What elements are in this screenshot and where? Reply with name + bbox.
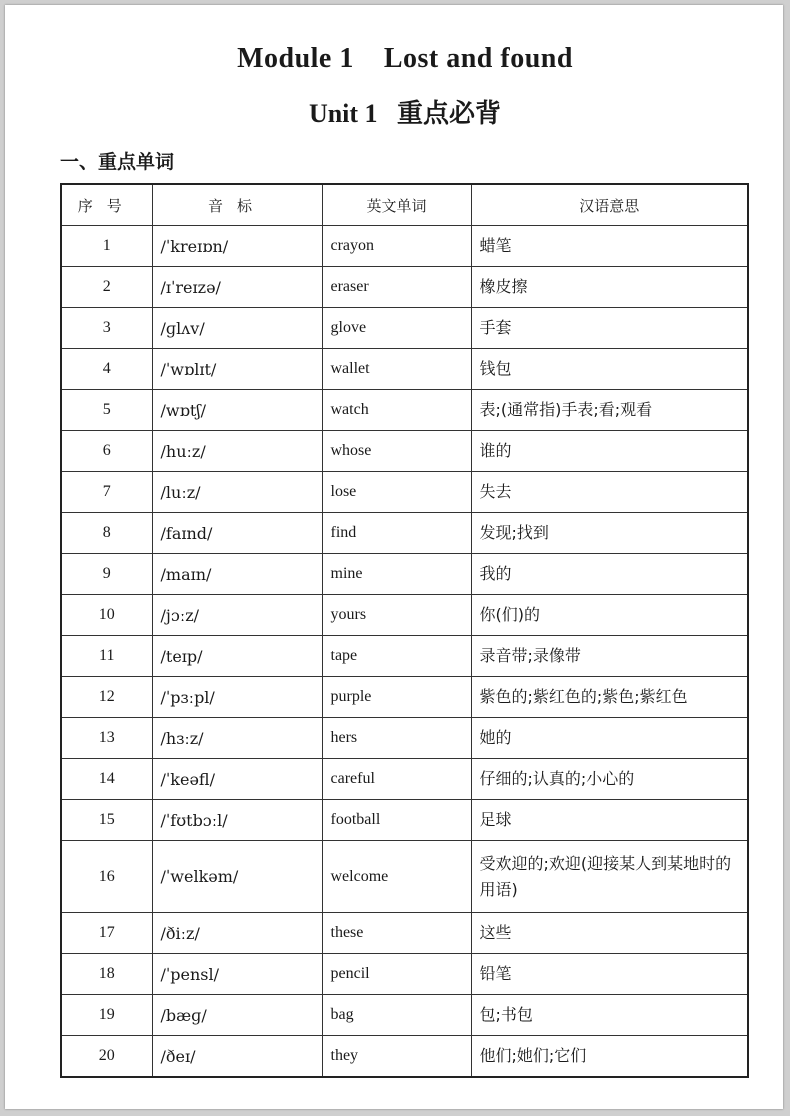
table-row [61, 554, 748, 595]
chinese-meaning: 足球 [471, 800, 748, 841]
table-row [61, 472, 748, 513]
phonetic-transcription: /teɪp/ [152, 636, 322, 677]
phonetic-transcription: /luːz/ [152, 472, 322, 513]
chinese-meaning: 表;(通常指)手表;看;观看 [471, 390, 748, 431]
table-row [61, 1036, 748, 1078]
chinese-meaning: 铅笔 [471, 954, 748, 995]
phonetic-transcription: /ˈpɜːpl/ [152, 677, 322, 718]
phonetic-transcription: /bæɡ/ [152, 995, 322, 1036]
chinese-meaning: 发现;找到 [471, 513, 748, 554]
phonetic-transcription: /hɜːz/ [152, 718, 322, 759]
row-number: 3 [61, 308, 152, 349]
english-word: find [322, 513, 471, 554]
phonetic-transcription: /wɒtʃ/ [152, 390, 322, 431]
english-word: whose [322, 431, 471, 472]
table-row [61, 677, 748, 718]
phonetic-transcription: /ˈwɒlɪt/ [152, 349, 322, 390]
table-row [61, 308, 748, 349]
chinese-meaning: 仔细的;认真的;小心的 [471, 759, 748, 800]
chinese-meaning: 她的 [471, 718, 748, 759]
table-row [61, 390, 748, 431]
table-row [61, 954, 748, 995]
phonetic-transcription: /maɪn/ [152, 554, 322, 595]
phonetic-transcription: /ˈwelkəm/ [152, 841, 322, 913]
row-number: 6 [61, 431, 152, 472]
row-number: 17 [61, 913, 152, 954]
phonetic-transcription: /ɡlʌv/ [152, 308, 322, 349]
table-row [61, 595, 748, 636]
english-word: purple [322, 677, 471, 718]
english-word: yours [322, 595, 471, 636]
chinese-meaning: 这些 [471, 913, 748, 954]
phonetic-transcription: /faɪnd/ [152, 513, 322, 554]
vocabulary-table-body [61, 226, 748, 1078]
english-word: mine [322, 554, 471, 595]
phonetic-transcription: /ˈpensl/ [152, 954, 322, 995]
phonetic-transcription: /ɪˈreɪzə/ [152, 267, 322, 308]
table-row [61, 841, 748, 913]
row-number: 12 [61, 677, 152, 718]
table-row [61, 800, 748, 841]
phonetic-transcription: /ðeɪ/ [152, 1036, 322, 1078]
vocabulary-table [60, 183, 749, 1078]
table-row [61, 349, 748, 390]
page [5, 5, 783, 1109]
column-header-number: 序号 [61, 184, 152, 226]
table-row [61, 718, 748, 759]
phonetic-transcription: /ðiːz/ [152, 913, 322, 954]
row-number: 20 [61, 1036, 152, 1078]
row-number: 15 [61, 800, 152, 841]
row-number: 7 [61, 472, 152, 513]
row-number: 10 [61, 595, 152, 636]
row-number: 2 [61, 267, 152, 308]
table-row [61, 759, 748, 800]
page-title: Module 1 Lost and found [237, 43, 573, 74]
chinese-meaning: 包;书包 [471, 995, 748, 1036]
row-number: 19 [61, 995, 152, 1036]
chinese-meaning: 橡皮擦 [471, 267, 748, 308]
phonetic-transcription: /jɔːz/ [152, 595, 322, 636]
table-row [61, 267, 748, 308]
table-header-row [61, 184, 748, 226]
phonetic-transcription: /ˈfʊtbɔːl/ [152, 800, 322, 841]
row-number: 16 [61, 841, 152, 913]
chinese-meaning: 你(们)的 [471, 595, 748, 636]
english-word: hers [322, 718, 471, 759]
english-word: lose [322, 472, 471, 513]
chinese-meaning: 他们;她们;它们 [471, 1036, 748, 1078]
english-word: pencil [322, 954, 471, 995]
table-row [61, 513, 748, 554]
table-row [61, 913, 748, 954]
row-number: 5 [61, 390, 152, 431]
english-word: football [322, 800, 471, 841]
column-header-chinese-meaning: 汉语意思 [471, 184, 748, 226]
section-heading: 一、重点单词 [60, 151, 175, 173]
chinese-meaning: 我的 [471, 554, 748, 595]
column-header-english-word: 英文单词 [322, 184, 471, 226]
phonetic-transcription: /huːz/ [152, 431, 322, 472]
table-row [61, 995, 748, 1036]
chinese-meaning: 失去 [471, 472, 748, 513]
chinese-meaning: 手套 [471, 308, 748, 349]
english-word: welcome [322, 841, 471, 913]
table-row [61, 226, 748, 267]
chinese-meaning: 紫色的;紫红色的;紫色;紫红色 [471, 677, 748, 718]
english-word: eraser [322, 267, 471, 308]
chinese-meaning: 受欢迎的;欢迎(迎接某人到某地时的用语) [471, 841, 748, 913]
english-word: careful [322, 759, 471, 800]
row-number: 4 [61, 349, 152, 390]
row-number: 18 [61, 954, 152, 995]
english-word: tape [322, 636, 471, 677]
english-word: these [322, 913, 471, 954]
row-number: 1 [61, 226, 152, 267]
table-row [61, 431, 748, 472]
chinese-meaning: 蜡笔 [471, 226, 748, 267]
row-number: 14 [61, 759, 152, 800]
english-word: glove [322, 308, 471, 349]
phonetic-transcription: /ˈkreɪɒn/ [152, 226, 322, 267]
row-number: 8 [61, 513, 152, 554]
chinese-meaning: 录音带;录像带 [471, 636, 748, 677]
table-row [61, 636, 748, 677]
phonetic-transcription: /ˈkeəfl/ [152, 759, 322, 800]
row-number: 11 [61, 636, 152, 677]
english-word: crayon [322, 226, 471, 267]
column-header-phonetic: 音标 [152, 184, 322, 226]
chinese-meaning: 谁的 [471, 431, 748, 472]
chinese-meaning: 钱包 [471, 349, 748, 390]
english-word: watch [322, 390, 471, 431]
row-number: 9 [61, 554, 152, 595]
unit-subtitle: Unit 1 重点必背 [308, 99, 502, 128]
english-word: wallet [322, 349, 471, 390]
row-number: 13 [61, 718, 152, 759]
english-word: they [322, 1036, 471, 1078]
english-word: bag [322, 995, 471, 1036]
